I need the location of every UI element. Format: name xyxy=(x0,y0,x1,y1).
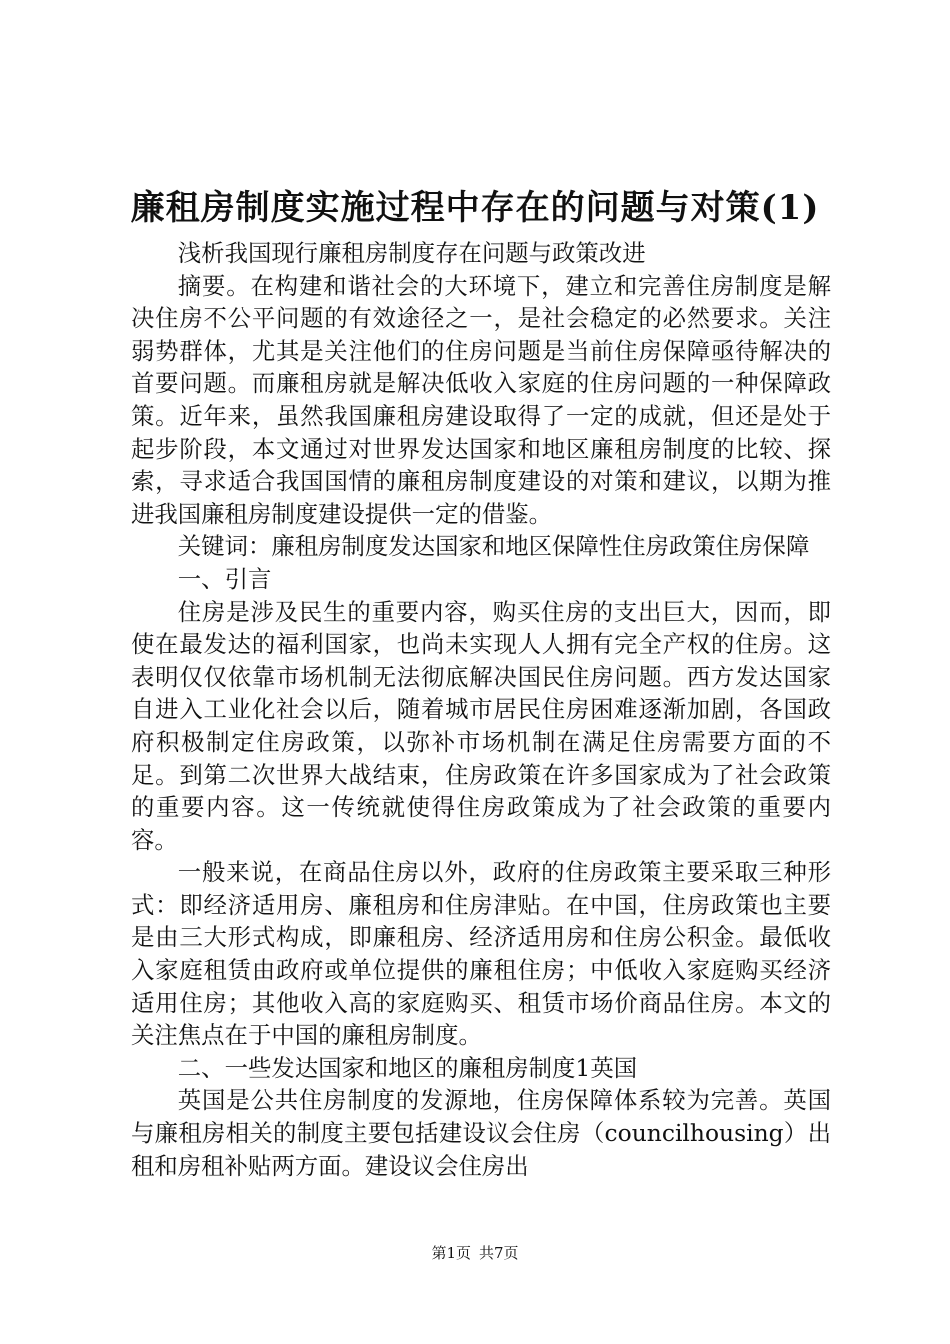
page-number: 第1页 xyxy=(431,1244,471,1262)
document-title: 廉租房制度实施过程中存在的问题与对策(1) xyxy=(130,188,820,228)
page-footer xyxy=(0,1243,950,1263)
body-paragraph: 住房是涉及民生的重要内容，购买住房的支出巨大，因而，即使在最发达的福利国家，也尚未实现人人拥有完全产权的住房。这表明仅仅依靠市场机制无法彻底解决国民住房问题。西方发达国家自进入工业化社会以后，随着城市居民住房困难逐渐加剧，各国政府积极制定住房政策，以弥补市场机制在满足住房需要方面的不足。到第二次世界大战结束，住房政策在许多国家成为了社会政策的重要内容。这一传统就使得住房政策成为了社会政策的重要内容。 xyxy=(131,597,831,854)
body-paragraph: 英国是公共住房制度的发源地，住房保障体系较为完善。英国与廉租房相关的制度主要包括建设议会住房（councilhousing）出租和房租补贴两方面。建设议会住房出 xyxy=(131,1086,831,1180)
body-paragraph: 一般来说，在商品住房以外，政府的住房政策主要采取三种形式：即经济适用房、廉租房和住房津贴。在中国，住房政策也主要是由三大形式构成，即廉租房、经济适用房和住房公积金。最低收入家庭租赁由政府或单位提供的廉租住房；中低收入家庭购买经济适用住房；其他收入高的家庭购买、租赁市场价商品住房。本文的关注焦点在于中国的廉租房制度。 xyxy=(131,858,831,1050)
page-total: 共7页 xyxy=(479,1244,519,1262)
section-heading-developed-countries: 二、一些发达国家和地区的廉租房制度1英国 xyxy=(177,1053,638,1082)
abstract-paragraph: 摘要。在构建和谐社会的大环境下，建立和完善住房制度是解决住房不公平问题的有效途径之一，是社会稳定的必然要求。关注弱势群体，尤其是关注他们的住房问题是当前住房保障亟待解决的首要问题。而廉租房就是解决低收入家庭的住房问题的一种保障政策。近年来，虽然我国廉租房建设取得了一定的成就，但还是处于起步阶段，本文通过对世界发达国家和地区廉租房制度的比较、探索，寻求适合我国国情的廉租房制度建设的对策和建议，以期为推进我国廉租房制度建设提供一定的借鉴。 xyxy=(131,271,831,528)
section-heading-introduction: 一、引言 xyxy=(177,564,272,593)
keywords-paragraph: 关键词：廉租房制度发达国家和地区保障性住房政策住房保障 xyxy=(177,532,810,561)
subtitle-paragraph: 浅析我国现行廉租房制度存在问题与政策改进 xyxy=(177,239,646,267)
document-body xyxy=(131,237,831,1182)
